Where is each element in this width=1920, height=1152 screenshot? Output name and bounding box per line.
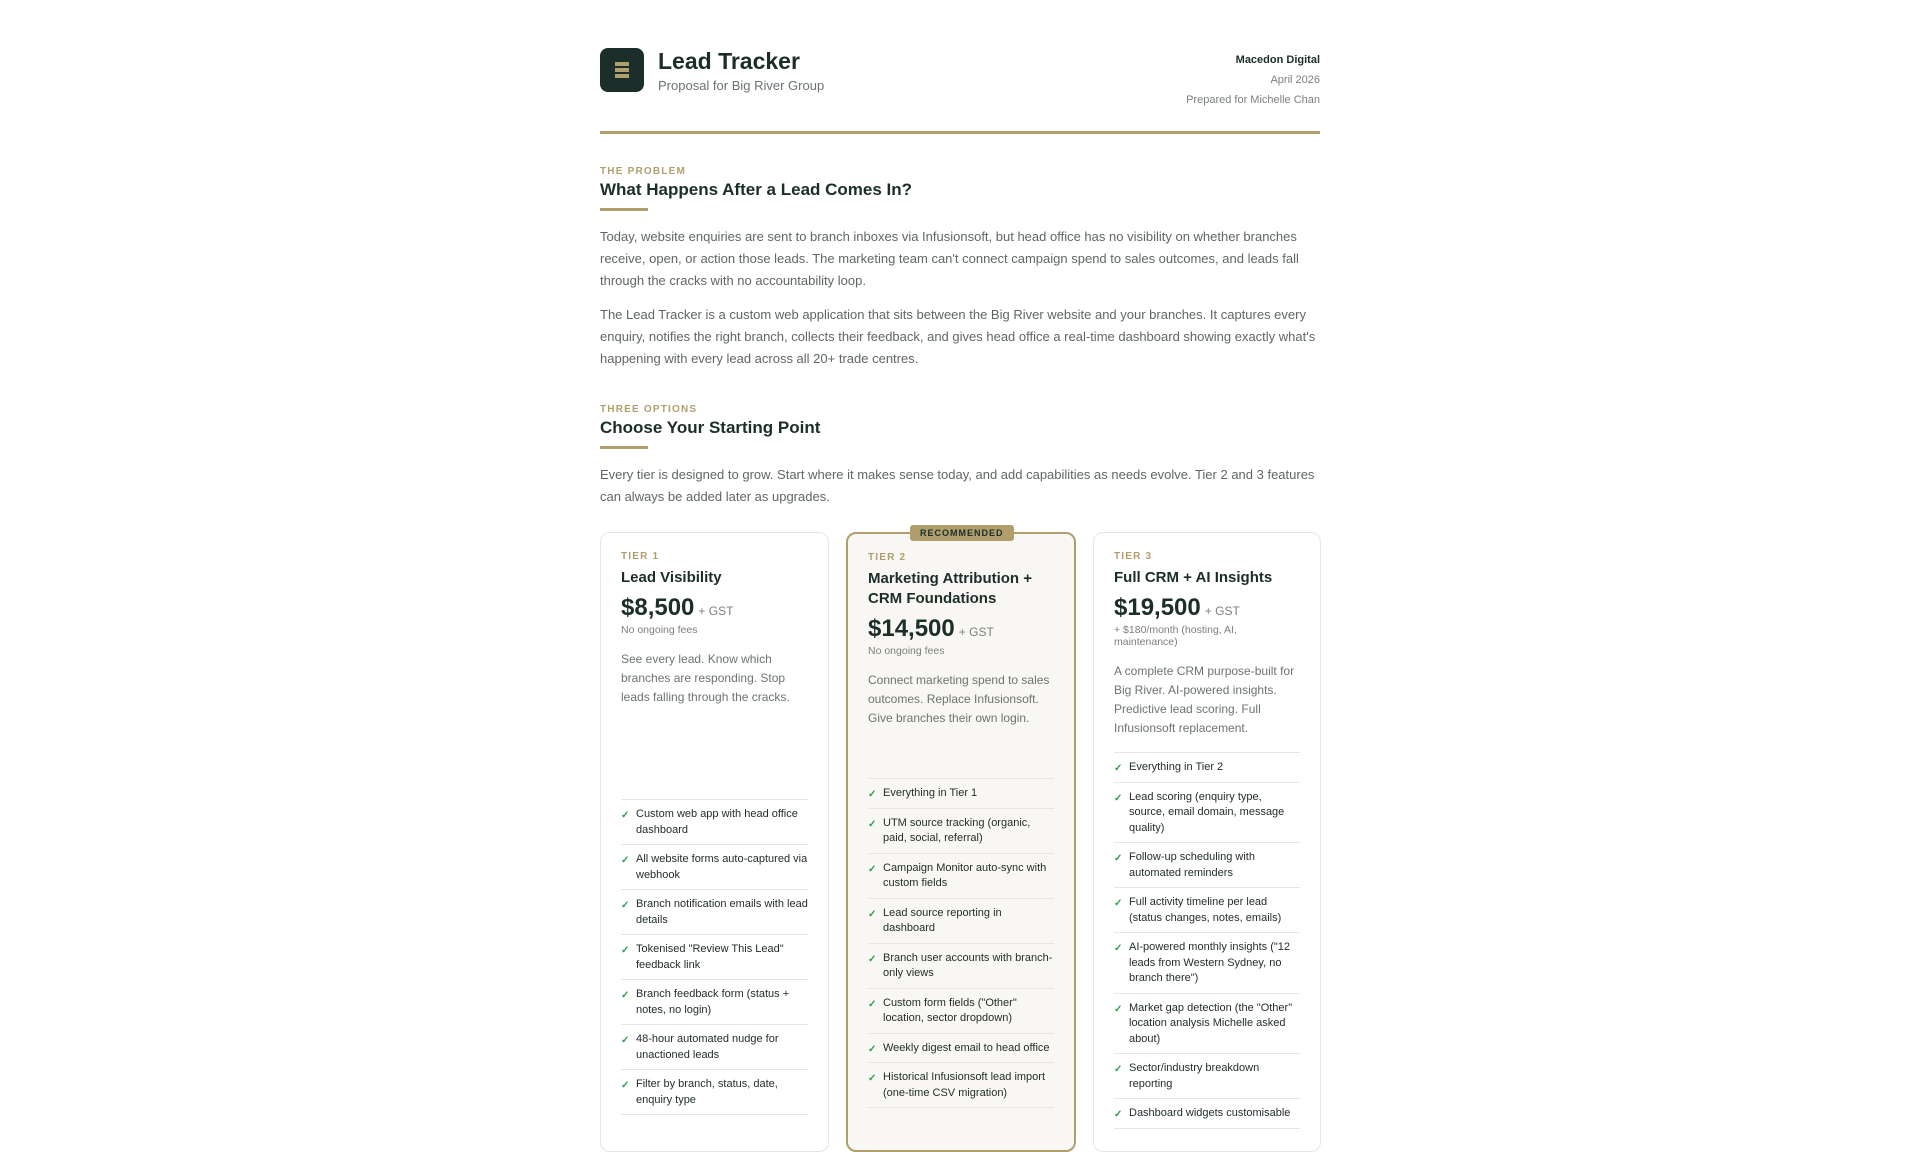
feature-item: ✓ Lead scoring (enquiry type, source, email domain, message quality)	[1114, 783, 1300, 844]
feature-item: ✓ Everything in Tier 1	[868, 779, 1054, 809]
feature-list	[868, 778, 1054, 1108]
tier-label: TIER 1	[621, 551, 660, 562]
check-icon: ✓	[1114, 898, 1123, 909]
tier-price	[621, 594, 808, 622]
problem-paragraph: Today, website enquiries are sent to branch inboxes via Infusionsoft, but head office has no visibility on whether branches receive, open, or action those leads. The marketing team can't connect campaign spend to sales outcomes, and leads fall through the cracks with no accountability loop.	[600, 229, 1299, 288]
feature-list	[621, 799, 808, 1115]
feature-item: ✓ Dashboard widgets customisable	[1114, 1099, 1300, 1129]
check-icon: ✓	[1114, 1003, 1123, 1015]
solution-paragraph: The Lead Tracker is a custom web application that sits between the Big River website and your branches. It captures every enquiry, notifies the right branch, collects their feedback, and gives head office a real-time dashboard showing exactly what's happening with every lead across all 20+ trade centres.	[600, 307, 1316, 366]
tier-description: A complete CRM purpose-built for Big River. AI-powered insights. Predictive lead scoring. Full Infusionsoft replacement.	[1114, 664, 1295, 735]
proposal-page	[600, 0, 1320, 1132]
feature-item: ✓ Custom form fields ("Other" location, sector dropdown)	[868, 989, 1054, 1034]
check-icon: ✓	[1114, 943, 1123, 954]
check-icon: ✓	[868, 953, 877, 965]
section-eyebrow: THREE OPTIONS	[600, 404, 698, 415]
check-icon: ✓	[868, 863, 877, 875]
proposal-date: April 2026	[1270, 74, 1320, 86]
price-gst: + GST	[958, 625, 994, 639]
page-subtitle: Proposal for Big River Group	[658, 78, 825, 93]
prepared-for: Prepared for Michelle Chan	[1186, 94, 1320, 106]
options-section	[600, 404, 1320, 1132]
check-icon: ✓	[1114, 853, 1123, 864]
heading-underline	[600, 208, 648, 211]
recommended-badge: RECOMMENDED	[910, 525, 1014, 541]
feature-item: ✓ Filter by branch, status, date, enquiry type	[621, 1070, 808, 1115]
tier-card-3	[1093, 532, 1321, 1152]
feature-item: ✓ 48-hour automated nudge for unactioned leads	[621, 1025, 808, 1070]
tier-card-1	[600, 532, 829, 1152]
ongoing-fees: No ongoing fees	[868, 645, 945, 657]
pricing-cards	[600, 528, 1320, 1132]
stacked-bars-logo-icon	[600, 48, 644, 92]
feature-item: ✓ Custom web app with head office dashboard	[621, 800, 808, 845]
check-icon: ✓	[621, 1035, 630, 1046]
check-icon: ✓	[1114, 792, 1123, 804]
check-icon: ✓	[621, 945, 630, 956]
feature-item: ✓ Market gap detection (the "Other" location analysis Michelle asked about)	[1114, 994, 1300, 1055]
check-icon: ✓	[621, 810, 630, 821]
price-amount: $14,500	[868, 615, 955, 642]
feature-item: ✓ Historical Infusionsoft lead import (one-time CSV migration)	[868, 1063, 1054, 1108]
check-icon: ✓	[1114, 1109, 1123, 1120]
options-intro: Every tier is designed to grow. Start where it makes sense today, and add capabilities as needs evolve. Tier 2 and 3 features can always be added later as upgrades.	[600, 467, 1315, 504]
feature-item: ✓ Branch notification emails with lead details	[621, 890, 808, 935]
ongoing-fees: No ongoing fees	[621, 624, 698, 636]
feature-item: ✓ All website forms auto-captured via webhook	[621, 845, 808, 890]
tier-label: TIER 2	[868, 552, 907, 563]
problem-section	[600, 166, 1320, 370]
section-heading: Choose Your Starting Point	[600, 418, 821, 437]
feature-item: ✓ AI-powered monthly insights ("12 leads from Western Sydney, no branch there")	[1114, 933, 1300, 994]
check-icon: ✓	[1114, 763, 1123, 774]
check-icon: ✓	[621, 1080, 630, 1091]
tier-description: Connect marketing spend to sales outcomes. Replace Infusionsoft. Give branches their own login.	[868, 673, 1050, 725]
feature-item: ✓ Branch feedback form (status + notes, no login)	[621, 980, 808, 1025]
tier-name: Marketing Attribution + CRM Foundations	[868, 570, 1033, 607]
heading-underline	[600, 446, 648, 449]
section-eyebrow: THE PROBLEM	[600, 166, 686, 177]
check-icon: ✓	[1114, 1064, 1123, 1075]
company-name: Macedon Digital	[1235, 54, 1320, 66]
tier-description: See every lead. Know which branches are responding. Stop leads falling through the cracks.	[621, 652, 790, 704]
proposal-meta	[1186, 50, 1320, 110]
feature-item: ✓ Lead source reporting in dashboard	[868, 899, 1054, 944]
check-icon: ✓	[868, 908, 877, 920]
feature-item: ✓ Everything in Tier 2	[1114, 753, 1300, 783]
feature-item: ✓ Campaign Monitor auto-sync with custom fields	[868, 854, 1054, 899]
check-icon: ✓	[868, 1043, 877, 1055]
feature-item: ✓ Tokenised "Review This Lead" feedback link	[621, 935, 808, 980]
check-icon: ✓	[621, 900, 630, 911]
page-title: Lead Tracker	[658, 48, 800, 74]
tier-card-2-recommended	[846, 528, 1076, 1152]
check-icon: ✓	[621, 990, 630, 1001]
tier-label: TIER 3	[1114, 551, 1153, 562]
feature-item: ✓ Weekly digest email to head office	[868, 1034, 1054, 1064]
ongoing-fees: + $180/month (hosting, AI, maintenance)	[1114, 624, 1237, 648]
price-amount: $19,500	[1114, 594, 1201, 621]
feature-item: ✓ Branch user accounts with branch-only views	[868, 944, 1054, 989]
check-icon: ✓	[868, 1073, 877, 1084]
price-gst: + GST	[698, 604, 734, 618]
feature-list	[1114, 752, 1300, 1129]
tier-name: Lead Visibility	[621, 569, 722, 586]
check-icon: ✓	[868, 998, 877, 1010]
tier-name: Full CRM + AI Insights	[1114, 569, 1273, 586]
tier-price	[1114, 594, 1300, 622]
check-icon: ✓	[621, 855, 630, 866]
section-heading: What Happens After a Lead Comes In?	[600, 180, 913, 199]
proposal-header	[600, 0, 1320, 134]
check-icon: ✓	[868, 789, 877, 800]
feature-item: ✓ Follow-up scheduling with automated reminders	[1114, 843, 1300, 888]
feature-item: ✓ Sector/industry breakdown reporting	[1114, 1054, 1300, 1099]
tier-price	[868, 615, 1054, 643]
feature-item: ✓ Full activity timeline per lead (status changes, notes, emails)	[1114, 888, 1300, 933]
price-amount: $8,500	[621, 594, 695, 621]
check-icon: ✓	[868, 818, 877, 830]
price-gst: + GST	[1204, 604, 1240, 618]
feature-item: ✓ UTM source tracking (organic, paid, social, referral)	[868, 809, 1054, 854]
